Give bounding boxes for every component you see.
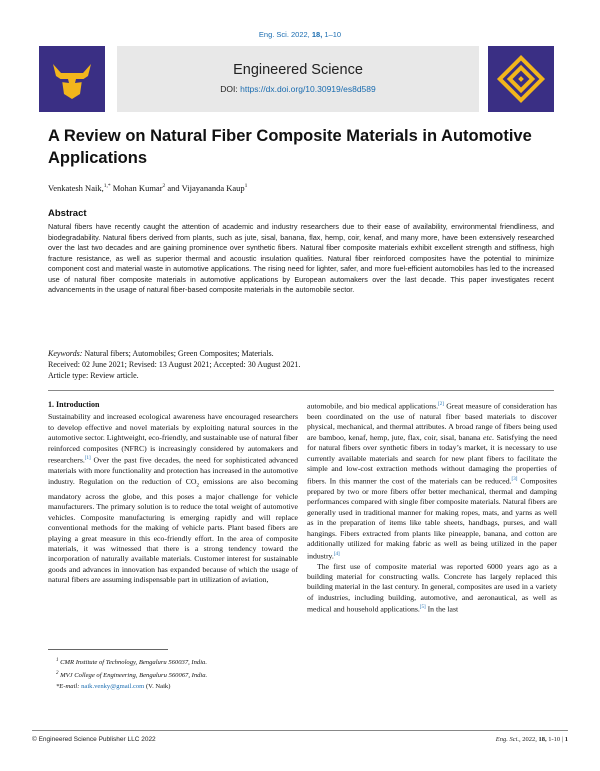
footer-pages: 1-10 [548, 736, 561, 743]
author-affiliation-sup: 2 [162, 183, 166, 190]
citation-journal: Eng. Sci. [258, 30, 289, 39]
citation-ref[interactable]: [2] [438, 402, 444, 407]
footer-separator: | [561, 736, 564, 743]
abstract-text: Natural fibers have recently caught the attention of academic and industry researchers due to their ease of availability, environmental friendliness, and biodegradability. Natural fibers derived from plants, such as jute, sisal, banana, flax, hemp, coir, kenaf, and many more, have been extensively researched over the last two decades and are gaining prominence over synthetic fibers. Natural fiber composite materials exhibit excellent strength and stiffness, high fracture resistance, as well as superior thermal and acoustic insulation qualities. Natural fiber reinforced composites have the potential to minimize component cost and material waste in automotive applications. The rising need for lighter, safer, and more fuel-efficient automobiles has led to the increased use of natural fiber composite materials in automotive applications by European automakers over the last decade. This paper investigates recent advancements in the usage of natural fiber-based composite materials in the automobile sector. [48, 222, 554, 294]
citation-year: 2022, [291, 30, 310, 39]
page-number: 1 [564, 736, 568, 743]
keywords-line [48, 348, 300, 359]
author-name: Venkatesh Naik, [48, 183, 104, 193]
body-paragraph [307, 400, 557, 562]
body-column-right [307, 400, 557, 615]
author-conjunction: and [167, 183, 180, 193]
footer-citation [420, 736, 568, 743]
footer-copyright: © Engineered Science Publisher LLC 2022 [32, 736, 156, 743]
body-text: Great measure of consideration has been coordinated on the use of natural fiber based materials to discover physical, mechanical, and thermal attributes. A broad range of fibers being used are bamboo, kenaf, hemp, jute, flax, coir, sisal, banana [307, 401, 557, 442]
doi-label: DOI: [220, 84, 238, 94]
article-title: A Review on Natural Fiber Composite Materials in Automotive Applications [48, 127, 532, 167]
footer-journal: Eng. Sci., [495, 736, 521, 743]
footer-divider [32, 730, 568, 731]
email-name: (V. Naik) [145, 683, 171, 691]
body-column-left [48, 400, 298, 586]
article-type-line: Article type: Review article. [48, 371, 139, 380]
citation-volume: 18, [311, 30, 323, 39]
keywords-value: Natural fibers; Automobiles; Green Composites; Materials. [84, 349, 274, 358]
citation-pages: 1–10 [324, 30, 342, 39]
author-affiliation-sup: 1 [244, 183, 248, 190]
dates-line: Received: 02 June 2021; Revised: 13 August 2021; Accepted: 30 August 2021. [48, 360, 301, 369]
body-paragraph [48, 412, 298, 585]
footnote-affiliation [56, 668, 301, 681]
email-label: *E-mail: [56, 683, 80, 691]
footer-year: 2022, [522, 736, 537, 743]
footnote-text: CMR Institute of Technology, Bengaluru 560037, India. [60, 659, 207, 667]
article-meta [48, 348, 300, 381]
abstract-heading: Abstract [48, 208, 87, 219]
body-text: Composites prepared by two or more fibers offer better mechanical, thermal and damping performances compared with single fiber composite materials. Natural fibers are generally used in traditional manner for making ropes, mats, and yarns as well as in the preparation of items like table sheets, handbags, purses, and wall hangings. Fibers extracted from plants like pineapple, banana, and cotton are additionally utilized for making fabric as well as being utilized in the paper industry. [307, 476, 557, 561]
keywords-label: Keywords: [48, 349, 83, 358]
journal-name: Engineered Science [233, 62, 363, 78]
body-text: Over the past five decades, the need for sophisticated advanced materials with more functionality and protection has increased in the automotive industry. Regulation on the reduction of CO [48, 455, 298, 486]
citation-ref[interactable]: [4] [333, 551, 340, 557]
section-heading: 1. Introduction [48, 400, 100, 409]
footnote-email [56, 681, 301, 692]
footnote-affiliation [56, 655, 301, 668]
subscript: 2 [196, 483, 199, 489]
author-name: Vijayananda Kaup [181, 183, 245, 193]
author-affiliation-sup: 1,* [103, 183, 111, 190]
body-paragraph [307, 562, 557, 616]
doi-line [117, 84, 479, 94]
footnotes [56, 655, 301, 692]
bull-logo-icon [39, 46, 105, 112]
header-band [117, 46, 479, 112]
author-name: Mohan Kumar [112, 183, 163, 193]
citation-ref[interactable]: [3] [511, 476, 518, 482]
divider [48, 390, 554, 391]
footnote-text: MVJ College of Engineering, Bengaluru 560067, India. [60, 672, 208, 680]
email-link[interactable]: naik.venky@gmail.com [81, 683, 145, 691]
citation-line [0, 30, 600, 39]
body-text: Sustainability and increased ecological awareness have encouraged researchers to develop effective and novel materials by exploiting natural sources in the automotive sector. Lightweight, eco-friendly, and sustainable use of natural fiber reinforced composites (NFRC) is increasingly considered by automakers and researchers. [48, 412, 299, 465]
citation-ref[interactable]: [5] [419, 605, 426, 611]
es-logo-icon [488, 46, 554, 112]
footnote-sup: 2 [56, 671, 59, 677]
footnote-divider [48, 649, 168, 650]
body-text: The first use of composite material was reported 6000 years ago as a building material for constructing walls. Concrete has largely replaced this building material in the last century. In general, composites are used in a variety of industries, including building, automotive, and aeronautical, as well as medical and household applications. [307, 561, 557, 614]
footnote-sup: 1 [56, 658, 59, 663]
footer-volume: 18, [538, 736, 547, 743]
body-text: In the last [425, 604, 459, 614]
citation-ref[interactable]: [1] [84, 456, 91, 462]
body-text-italic: etc [483, 432, 493, 442]
body-text: emissions are also becoming mandatory across the globe, and this poses a major challenge for vehicle manufacturers. The primary solution is to reduce the total weight of automotive vehicles. Composite manufacturing is emerging rapidly and will replace conventional methods for the making of vehicle parts. Plant based fibers are playing a great measure in this eco-friendly effort. In the area of composite materials, it was witnessed that there is a strong tendency toward the incorporation of naturally available materials. Customer interest for sustainable goods and advances in innovation has expanded because of which the usage of natural fibers are assuming indispensable part in utilization of aviation, [48, 476, 298, 585]
author-list [48, 183, 247, 193]
body-text: automobile, and bio medical applications. [307, 401, 439, 411]
doi-link[interactable]: https://dx.doi.org/10.30919/es8d589 [240, 84, 376, 94]
body-text: . Satisfying the need for natural fibers over synthetic fibers in today’s market, it is necessary to use currently available materials and search for new plant fibers to facilitate the simple and low-cost extraction methods without damaging the properties of fibers. In this manner the cost of the materials can be reduced. [307, 432, 557, 486]
